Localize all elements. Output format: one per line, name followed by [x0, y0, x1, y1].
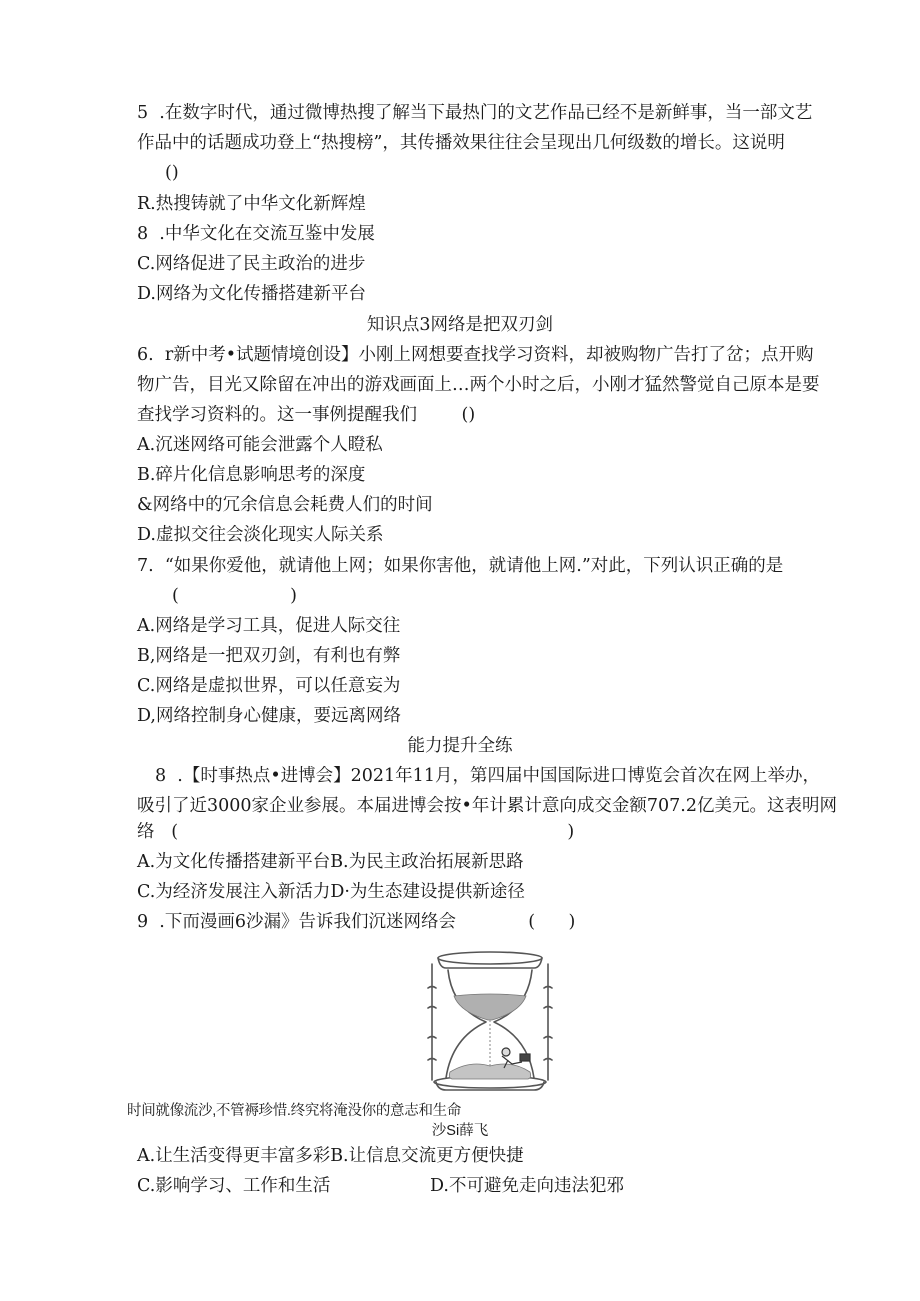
q8-options-cd: C.为经济发展注入新活力D·为生态建设提供新途径: [137, 882, 525, 902]
q8-stem-line1: 8 .【时事热点•进博会】2021年11月，第四届中国国际进口博览会首次在网上举办，: [155, 766, 820, 786]
hourglass-cartoon: [420, 948, 560, 1100]
q8-options-ab: A.为文化传播搭建新平台B.为民主政治拓展新思路: [137, 852, 524, 872]
q6-option-c: &网络中的冗余信息会耗费人们的时间: [137, 495, 433, 515]
q6-option-a: A.沉迷网络可能会泄露个人瞪私: [137, 435, 383, 455]
q6-stem-line2: 物广告，目光又除留在冲出的游戏画面上…两个小时之后，小刚才猛然警觉自己原本是要: [137, 375, 820, 395]
q5-option-b: 8 .中华文化在交流互鉴中发展: [137, 224, 375, 244]
q6-option-b: B.碎片化信息影响思考的深度: [137, 465, 366, 485]
q6-option-d: D.虚拟交往会淡化现实人际关系: [137, 525, 384, 545]
q7-option-c: C.网络是虚拟世界，可以任意妄为: [137, 676, 401, 696]
q8-stem-line3: 络 ( ): [137, 822, 575, 842]
q6-stem-line3: 查找学习资料的。这一事例提醒我们 (): [137, 405, 476, 425]
section-heading-knowledge-3: 知识点3网络是把双刃剑: [366, 315, 554, 335]
q5-stem-line1: 5 .在数字时代，通过微博热搜了解当下最热门的文艺作品已经不是新鲜事，当一部文艺: [137, 103, 813, 123]
q5-option-c: C.网络促进了民主政治的进步: [137, 254, 366, 274]
q7-answer-blank: ( ): [172, 586, 297, 606]
q8-stem-line2: 吸引了近3000家企业参展。本届进博会按•年计累计意向成交金额707.2亿美元。这表明网: [137, 796, 837, 816]
q9-options-ab: A.让生活变得更丰富多彩B.让信息交流更方便快捷: [137, 1146, 524, 1166]
section-heading-ability: 能力提升全练: [407, 736, 513, 756]
q5-stem-line2: 作品中的话题成功登上“热搜榜”，其传播效果往往会呈现出几何级数的增长。这说明: [137, 133, 785, 153]
q6-stem-line1: 6. r新中考•试题情境创设】小刚上网想要查找学习资料，却被购物广告打了岔；点开购: [137, 345, 814, 365]
q5-option-d: D.网络为文化传播搭建新平台: [137, 284, 366, 304]
q5-answer-blank: (): [165, 163, 179, 183]
cartoon-caption: 时间就像流沙,不管褥珍惜.终究将淹没你的意志和生命: [127, 1103, 462, 1119]
q7-option-a: A.网络是学习工具，促进人际交往: [137, 616, 401, 636]
q7-option-d: D,网络控制身心健康，要远离网络: [137, 706, 401, 726]
cartoon-title: 沙Si薛飞: [431, 1123, 489, 1139]
q9-option-d: D.不可避免走向违法犯邪: [430, 1176, 624, 1196]
q7-option-b: B,网络是一把双刃剑，有利也有弊: [137, 646, 401, 666]
q9-stem: 9 .下而漫画6沙漏》告诉我们沉迷网络会 ( ): [137, 912, 576, 932]
q5-option-a: R.热搜铸就了中华文化新辉煌: [137, 194, 366, 214]
q7-stem-line1: 7. “如果你爱他，就请他上网；如果你害他，就请他上网.”对此，下列认识正确的是: [137, 556, 784, 576]
q9-option-c: C.影响学习、工作和生活: [137, 1176, 331, 1196]
